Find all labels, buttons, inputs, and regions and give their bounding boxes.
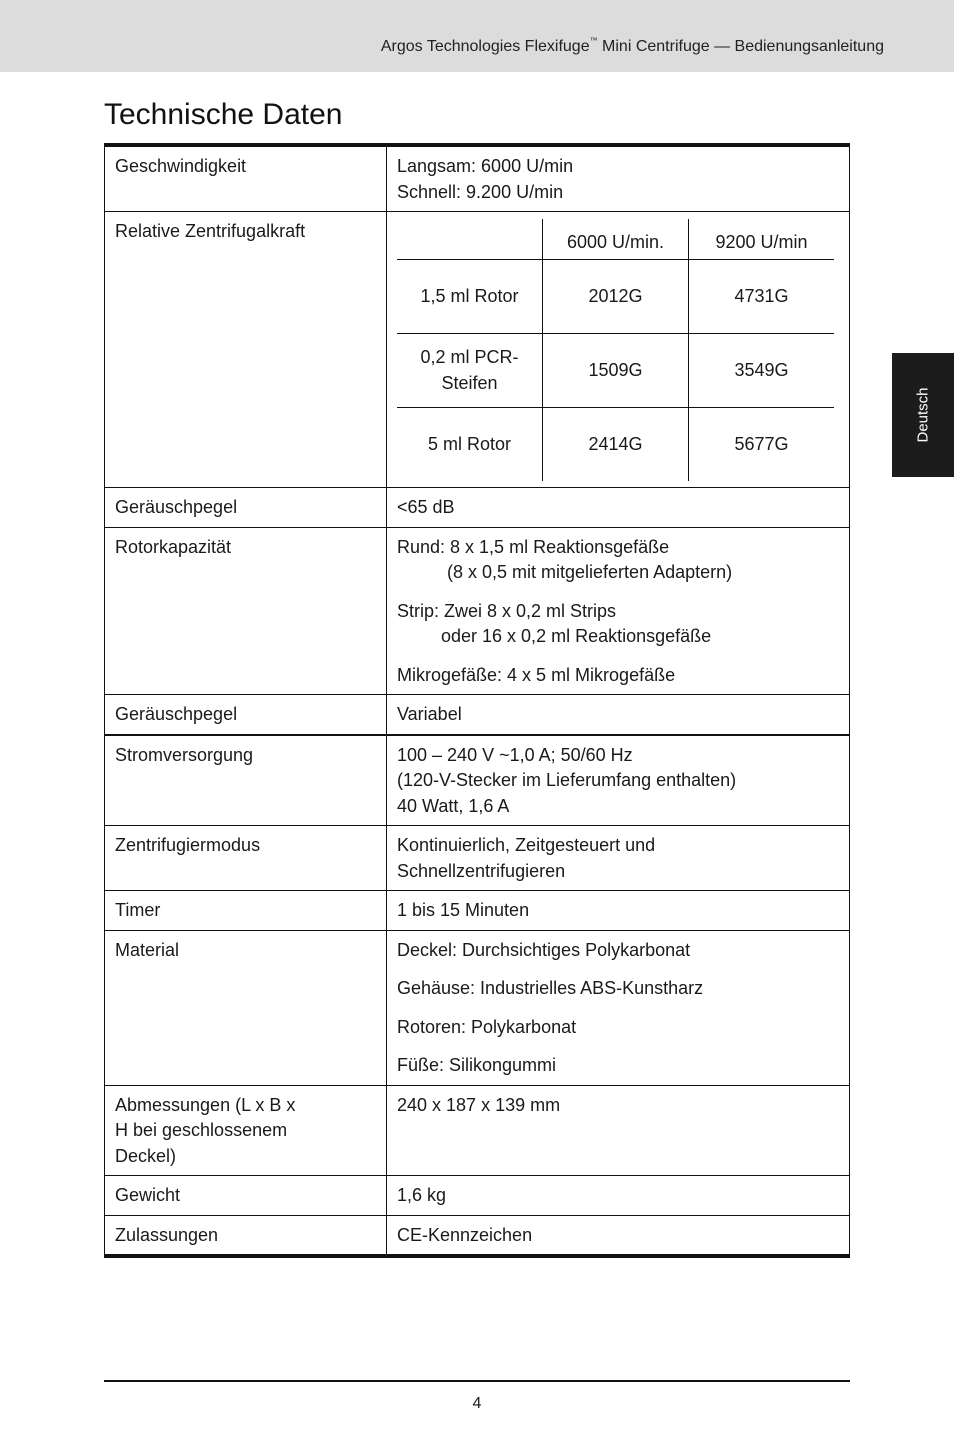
spec-line: Rotoren: Polykarbonat: [397, 1016, 577, 1037]
spec-line: Gehäuse: Industrielles ABS-Kunstharz: [397, 978, 704, 998]
spec-line: 100 – 240 V ~1,0 A; 50/60 Hz: [397, 744, 633, 765]
rcf-rotor: 1,5 ml Rotor: [397, 260, 543, 334]
spec-line: Schnellzentrifugieren: [397, 860, 566, 881]
spec-line: (8 x 0,5 mit mitgelieferten Adaptern): [447, 562, 733, 582]
language-tab: [892, 353, 954, 477]
spec-label-capacity: Rotorkapazität: [105, 527, 387, 695]
rcf-col-header: 9200 U/min: [689, 219, 835, 260]
spec-value-mode: [387, 826, 850, 891]
spec-value-timer: 1 bis 15 Minuten: [387, 891, 850, 931]
table-row: [105, 1085, 850, 1176]
rcf-rotor-line: Steifen: [441, 372, 498, 393]
spec-line: Mikrogefäße: 4 x 5 ml Mikrogefäße: [397, 664, 676, 685]
rcf-col-header: 6000 U/min.: [543, 219, 689, 260]
spec-line: (120-V-Stecker im Lieferumfang enthalten): [397, 770, 737, 790]
spec-value-speed: [387, 145, 850, 212]
spec-line: Deckel: Durchsichtiges Polykarbonat: [397, 939, 691, 960]
spec-label-speed: Geschwindigkeit: [105, 145, 387, 212]
spec-value-power: [387, 735, 850, 826]
rcf-rotor: 5 ml Rotor: [427, 433, 512, 454]
rcf-table: [397, 219, 834, 481]
spec-line: Schnell: 9.200 U/min: [397, 181, 564, 202]
table-row: [105, 930, 850, 1085]
spec-label-power: Stromversorgung: [105, 735, 387, 826]
spec-label-dimensions: [105, 1085, 387, 1176]
spec-label-noise: Geräuschpegel: [105, 488, 387, 528]
spec-label-mode: Zentrifugiermodus: [105, 826, 387, 891]
spec-value-material: [387, 930, 850, 1085]
table-row: [105, 891, 850, 931]
rcf-value: 2012G: [543, 260, 689, 334]
page-header: [0, 0, 954, 72]
page-number: 4: [472, 1395, 482, 1412]
rcf-value: 2414G: [543, 408, 689, 482]
spec-label-timer: Timer: [105, 891, 387, 931]
spec-value-dimensions: 240 x 187 x 139 mm: [387, 1085, 850, 1176]
spec-label-line: Abmessungen (L x B x: [115, 1094, 296, 1115]
spec-label-rcf: Relative Zentrifugalkraft: [105, 212, 387, 488]
rcf-rotor-line: 0,2 ml PCR-: [420, 347, 519, 367]
spec-value-capacity: [387, 527, 850, 695]
spec-line: Strip: Zwei 8 x 0,2 ml Strips: [397, 600, 617, 621]
table-row: [105, 735, 850, 826]
table-row: [105, 826, 850, 891]
spec-label-approvals: Zulassungen: [105, 1215, 387, 1256]
footer-divider: [104, 1380, 850, 1382]
spec-label-line: H bei geschlossenem: [115, 1120, 288, 1140]
spec-label-material: Material: [105, 930, 387, 1085]
spec-line: Kontinuierlich, Zeitgesteuert und: [397, 835, 656, 855]
rcf-value: 4731G: [689, 260, 835, 334]
rcf-row: [397, 334, 834, 408]
spec-line: 40 Watt, 1,6 A: [397, 795, 510, 816]
spec-label-line: Deckel): [115, 1145, 177, 1166]
language-tab-label: Deutsch: [914, 387, 932, 443]
rcf-header-row: [397, 219, 834, 260]
spec-label-noise-2: Geräuschpegel: [105, 695, 387, 735]
spec-value-noise: <65 dB: [387, 488, 850, 528]
table-row: [105, 1176, 850, 1216]
table-row: [105, 1215, 850, 1256]
spec-value-weight: 1,6 kg: [387, 1176, 850, 1216]
table-row: [105, 145, 850, 212]
rcf-value: 1509G: [543, 334, 689, 408]
spec-line: Füße: Silikongummi: [397, 1055, 557, 1075]
header-text: Argos Technologies Flexifuge™ Mini Centrifuge — Bedienungsanleitung: [380, 36, 884, 55]
rcf-value: 5677G: [689, 408, 835, 482]
rcf-row: [397, 408, 834, 482]
rcf-corner: [397, 219, 543, 260]
spec-value-approvals: CE-Kennzeichen: [387, 1215, 850, 1256]
spec-label-weight: Gewicht: [105, 1176, 387, 1216]
rcf-row: [397, 260, 834, 334]
spec-value-rcf: [387, 212, 850, 488]
rcf-value: 3549G: [689, 334, 835, 408]
page-title: Technische Daten: [104, 98, 343, 131]
table-row: [105, 527, 850, 695]
table-row: [105, 488, 850, 528]
spec-line: Rund: 8 x 1,5 ml Reaktionsgefäße: [397, 536, 670, 557]
table-row: [105, 212, 850, 488]
spec-value-noise-2: Variabel: [387, 695, 850, 735]
spec-line: oder 16 x 0,2 ml Reaktionsgefäße: [441, 626, 712, 646]
spec-line: Langsam: 6000 U/min: [397, 156, 574, 176]
rcf-rotor: [397, 334, 543, 408]
table-row: [105, 695, 850, 735]
specifications-table: [104, 143, 850, 1258]
